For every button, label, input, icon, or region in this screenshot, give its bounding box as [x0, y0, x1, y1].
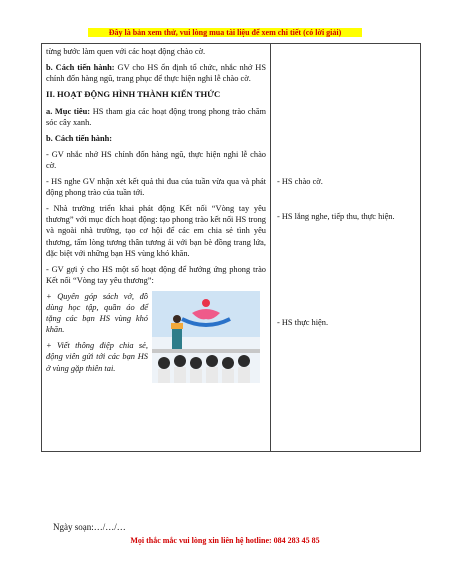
preparation-date: Ngày soạn:…/…/… [53, 522, 126, 532]
lesson-plan-table [41, 43, 421, 452]
bottom-banner: Mọi thắc mắc vui lòng xin liên hệ hotline: 084 283 45 85 [130, 536, 320, 545]
paragraph: từng bước làm quen với các hoạt động chào cờ. [46, 47, 206, 56]
paragraph-text: HS tham gia các hoạt động trong phong trào chăm sóc cây xanh. [46, 106, 267, 127]
paragraph-text: GV cho HS ổn định tổ chức, nhắc nhở HS chỉnh đốn hàng ngũ, trang phục để thực hiện nghi lễ chào cờ. [46, 63, 266, 84]
student-activity-cell [271, 44, 421, 452]
paragraph: - HS nghe GV nhận xét kết quả thi đua của tuần vừa qua và phát động phong trào của tuần tới. [46, 177, 266, 198]
section-heading: II. HOẠT ĐỘNG HÌNH THÀNH KIẾN THỨC [46, 89, 221, 100]
bullet-item: + Viết thông điệp chia sẻ, động viên gửi tới các bạn HS ở vùng gặp thiên tai. [46, 341, 148, 373]
paragraph [46, 62, 266, 84]
student-note: - HS lắng nghe, tiếp thu, thực hiện. [277, 212, 395, 221]
student-note: - HS chào cờ. [277, 177, 323, 186]
student-note: - HS thực hiện. [277, 318, 329, 327]
bold-label: b. Cách tiến hành: [46, 133, 113, 143]
bullet-item: + Quyên góp sách vở, đồ dùng học tập, quần áo để tặng các bạn HS vùng khó khăn. [46, 291, 148, 335]
illustration-block [46, 291, 266, 383]
bold-label: b. Cách tiến hành: [46, 63, 115, 73]
paragraph [46, 106, 266, 128]
top-banner: Đây là bản xem thử, vui lòng mua tài liệu để xem chi tiết (có lời giải) [88, 28, 362, 37]
assembly-illustration [152, 291, 260, 383]
paragraph: - Nhà trường triển khai phát động Kết nối “Vòng tay yêu thương” với mục đích hoạt động: tạo phong trào kết nối HS trong và ngoài nhà trường, tạo cơ hội để các em chia sẻ tình yêu thương, tấm lòng tương thân tương ái với bạn bè đồng trang lứa, đặc biệt với những bạn HS vùng khó khăn. [46, 204, 266, 258]
paragraph: - GV nhắc nhở HS chỉnh đốn hàng ngũ, thực hiện nghi lễ chào cờ. [46, 149, 266, 170]
teacher-activity-cell [42, 44, 271, 452]
paragraph: - GV gợi ý cho HS một số hoạt động để hưởng ứng phong trào Kết nối “Vòng tay yêu thương”: [46, 264, 266, 285]
bold-label: a. Mục tiêu: [46, 106, 91, 116]
